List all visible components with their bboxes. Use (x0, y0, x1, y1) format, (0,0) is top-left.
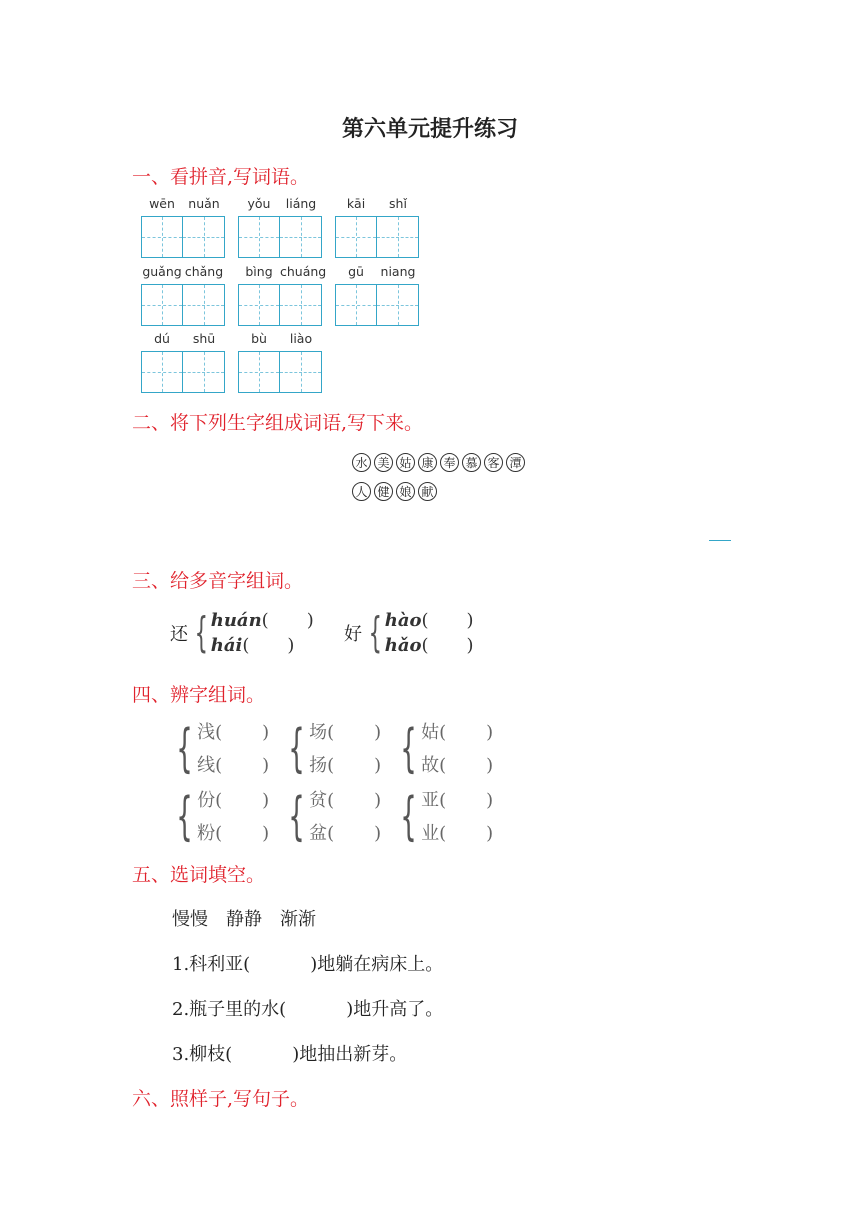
bianzi-pair (392, 716, 493, 782)
circled-char: 康 (418, 453, 437, 472)
paren-close: ) (374, 790, 382, 811)
bianzi-char: 份 (197, 790, 216, 811)
paren-close: ) (262, 755, 270, 776)
bianzi-char: 粉 (197, 823, 216, 844)
paren-close: ) (486, 755, 494, 776)
pinyin-syllable: wēn (149, 196, 175, 211)
reading-pinyin: hào (384, 610, 422, 631)
pinyin-syllable: liào (289, 331, 313, 346)
sentence-prefix: 3.柳枝( (172, 1044, 233, 1065)
tianzi-cell[interactable] (141, 216, 183, 258)
paren-open: ( (439, 790, 447, 811)
paren-close: ) (486, 790, 494, 811)
paren-open: ( (439, 823, 447, 844)
tianzi-cell[interactable] (238, 351, 280, 393)
paren-open: ( (215, 722, 223, 743)
pinyin-syllable: yǒu (247, 196, 271, 211)
tianzi-cell[interactable] (377, 216, 419, 258)
bianzi-char: 贫 (309, 790, 328, 811)
blank-line (709, 540, 731, 541)
bianzi-char: 姑 (421, 722, 440, 743)
brace-icon: { (194, 608, 209, 657)
bianzi-char: 扬 (309, 755, 328, 776)
pinyin-syllable: chuáng (280, 264, 327, 279)
writing-grid[interactable] (141, 284, 225, 326)
circled-chars-row-2 (352, 481, 440, 501)
paren-open: ( (439, 722, 447, 743)
reading-row[interactable] (211, 633, 314, 658)
fill-sentence (172, 1040, 407, 1066)
circled-char: 奉 (440, 453, 459, 472)
fill-sentence (172, 950, 443, 976)
tianzi-cell[interactable] (377, 284, 419, 326)
circled-char: 美 (374, 453, 393, 472)
paren-open: ( (421, 610, 429, 631)
bianzi-char: 盆 (309, 823, 328, 844)
paren-open: ( (327, 722, 335, 743)
circled-char: 客 (484, 453, 503, 472)
pinyin-label (335, 264, 419, 279)
paren-close: ) (486, 823, 494, 844)
paren-close: ) (262, 823, 270, 844)
bianzi-char: 亚 (421, 790, 440, 811)
reading-pinyin: huán (210, 610, 262, 631)
bianzi-row[interactable] (421, 716, 493, 749)
page-title: 第六单元提升练习 (341, 116, 518, 142)
circled-char: 水 (352, 453, 371, 472)
pinyin-label (238, 196, 322, 211)
bianzi-pair (392, 784, 493, 850)
circled-char: 人 (352, 482, 371, 501)
reading-pinyin: hǎo (384, 635, 422, 656)
bianzi-char: 线 (197, 755, 216, 776)
circled-chars-row-1 (352, 452, 528, 472)
fill-sentence (172, 995, 443, 1021)
sentence-suffix: )地抽出新芽。 (292, 1044, 408, 1065)
pinyin-syllable: bù (251, 331, 267, 346)
writing-grid[interactable] (238, 216, 322, 258)
tianzi-cell[interactable] (280, 351, 322, 393)
brace-icon: { (400, 719, 417, 779)
paren-open: ( (327, 823, 335, 844)
paren-close: ) (374, 722, 382, 743)
writing-grid[interactable] (141, 351, 225, 393)
bianzi-row[interactable] (309, 716, 381, 749)
paren-close: ) (262, 722, 270, 743)
polyphone-item (344, 608, 474, 658)
reading-row[interactable] (211, 608, 314, 633)
reading-row[interactable] (385, 608, 474, 633)
bianzi-char: 场 (309, 722, 328, 743)
bianzi-pair (168, 784, 269, 850)
bianzi-row[interactable] (421, 817, 493, 850)
paren-open: ( (327, 755, 335, 776)
paren-open: ( (242, 635, 250, 656)
bianzi-row[interactable] (421, 784, 493, 817)
tianzi-cell[interactable] (141, 284, 183, 326)
brace-icon: { (288, 787, 305, 847)
bianzi-row[interactable] (309, 784, 381, 817)
pinyin-syllable: chǎng (184, 264, 224, 279)
bianzi-row[interactable] (197, 716, 269, 749)
bianzi-row[interactable] (197, 817, 269, 850)
pinyin-syllable: gū (348, 264, 364, 279)
section-3-heading: 三、给多音字组词。 (132, 570, 304, 592)
writing-grid[interactable] (238, 351, 322, 393)
pinyin-syllable: kāi (346, 196, 366, 211)
paren-close: ) (374, 823, 382, 844)
tianzi-cell[interactable] (141, 351, 183, 393)
bianzi-char: 业 (421, 823, 440, 844)
polyphone-item (170, 608, 314, 658)
tianzi-cell[interactable] (238, 284, 280, 326)
writing-grid[interactable] (335, 284, 419, 326)
paren-open: ( (215, 755, 223, 776)
bianzi-row[interactable] (309, 817, 381, 850)
brace-icon: { (368, 608, 383, 657)
paren-open: ( (261, 610, 269, 631)
section-1-heading: 一、看拼音,写词语。 (132, 166, 310, 188)
bianzi-row[interactable] (197, 784, 269, 817)
bianzi-row[interactable] (309, 749, 381, 782)
circled-char: 献 (418, 482, 437, 501)
polyphone-char: 好 (344, 624, 362, 645)
sentence-suffix: )地躺在病床上。 (310, 954, 444, 975)
section-5-heading: 五、选词填空。 (132, 864, 266, 886)
reading-row[interactable] (385, 633, 474, 658)
writing-grid[interactable] (238, 284, 322, 326)
paren-open: ( (215, 790, 223, 811)
writing-grid[interactable] (141, 216, 225, 258)
bianzi-row[interactable] (421, 749, 493, 782)
sentence-prefix: 1.科利亚( (172, 954, 251, 975)
circled-char: 潭 (506, 453, 525, 472)
paren-open: ( (215, 823, 223, 844)
tianzi-cell[interactable] (335, 284, 377, 326)
pinyin-label (141, 196, 225, 211)
pinyin-syllable: guǎng (142, 264, 182, 279)
pinyin-label (335, 196, 419, 211)
tianzi-cell[interactable] (280, 284, 322, 326)
paren-open: ( (327, 790, 335, 811)
pinyin-syllable: dú (154, 331, 170, 346)
bianzi-pair (280, 784, 381, 850)
sentence-suffix: )地升高了。 (346, 999, 444, 1020)
circled-char: 慕 (462, 453, 481, 472)
pinyin-syllable: shǐ (389, 196, 407, 211)
tianzi-cell[interactable] (183, 284, 225, 326)
circled-char: 姑 (396, 453, 415, 472)
brace-icon: { (288, 719, 305, 779)
paren-close: ) (374, 755, 382, 776)
bianzi-char: 故 (421, 755, 440, 776)
brace-icon: { (176, 787, 193, 847)
pinyin-syllable: bìng (245, 264, 273, 279)
circled-char: 娘 (396, 482, 415, 501)
tianzi-cell[interactable] (183, 351, 225, 393)
paren-open: ( (439, 755, 447, 776)
section-4-heading: 四、辨字组词。 (132, 684, 266, 706)
bianzi-pair (280, 716, 381, 782)
tianzi-cell[interactable] (183, 216, 225, 258)
pinyin-label (238, 264, 327, 279)
paren-open: ( (421, 635, 429, 656)
section-2-heading: 二、将下列生字组成词语,写下来。 (132, 412, 424, 434)
word-choices: 慢慢 静静 渐渐 (172, 909, 316, 930)
pinyin-label (141, 264, 225, 279)
section-6-heading: 六、照样子,写句子。 (132, 1088, 310, 1110)
brace-icon: { (400, 787, 417, 847)
polyphone-char: 还 (170, 624, 188, 645)
paren-close: ) (466, 610, 474, 631)
writing-grid[interactable] (335, 216, 419, 258)
paren-close: ) (466, 635, 474, 656)
paren-close: ) (306, 610, 314, 631)
paren-close: ) (486, 722, 494, 743)
pinyin-syllable: nuǎn (188, 196, 220, 211)
paren-close: ) (287, 635, 295, 656)
pinyin-label (238, 331, 322, 346)
sentence-prefix: 2.瓶子里的水( (172, 999, 287, 1020)
pinyin-syllable: niang (380, 264, 416, 279)
pinyin-label (141, 331, 225, 346)
bianzi-row[interactable] (197, 749, 269, 782)
bianzi-char: 浅 (197, 722, 216, 743)
circled-char: 健 (374, 482, 393, 501)
pinyin-syllable: shū (192, 331, 216, 346)
tianzi-cell[interactable] (280, 216, 322, 258)
paren-close: ) (262, 790, 270, 811)
pinyin-syllable: liáng (285, 196, 317, 211)
reading-pinyin: hái (210, 635, 243, 656)
tianzi-cell[interactable] (335, 216, 377, 258)
bianzi-pair (168, 716, 269, 782)
brace-icon: { (176, 719, 193, 779)
tianzi-cell[interactable] (238, 216, 280, 258)
